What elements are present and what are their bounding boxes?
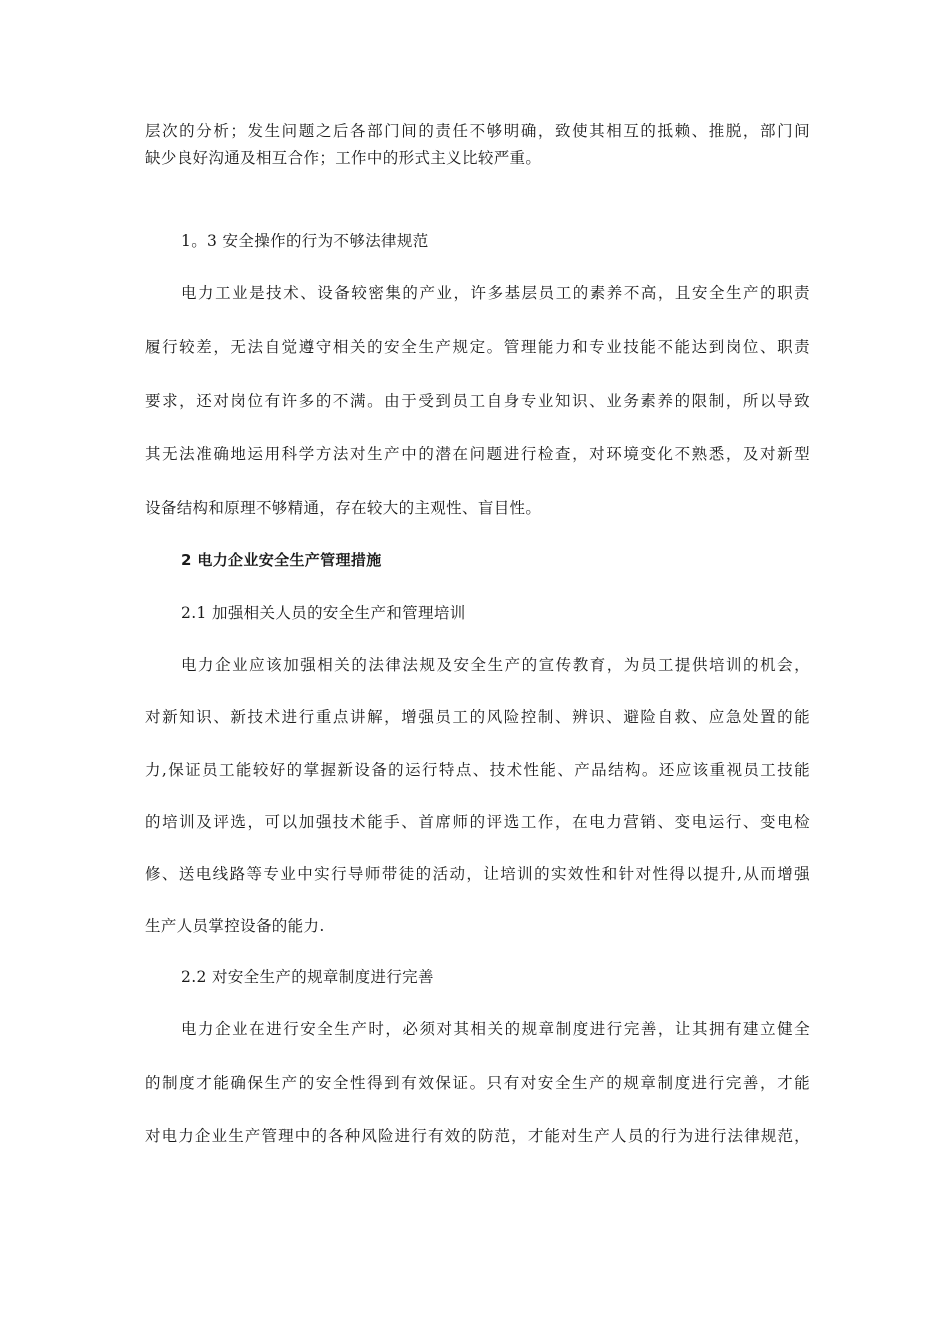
text-line: 对电力企业生产管理中的各种风险进行有效的防范，才能对生产人员的行为进行法律规范，	[145, 1127, 810, 1145]
subsection-heading-1-3	[145, 228, 810, 256]
text-line: 设备结构和原理不够精通，存在较大的主观性、盲目性。	[145, 499, 542, 517]
paragraph-continuation	[145, 118, 810, 146]
text-line: 修、送电线路等专业中实行导师带徒的活动，让培训的实效性和针对性得以提升,从而增强	[145, 865, 810, 883]
paragraph-2-1-line2	[145, 704, 810, 732]
text-line: 力,保证员工能较好的掌握新设备的运行特点、技术性能、产品结构。还应该重视员工技能	[145, 761, 810, 779]
text-line: 电力企业应该加强相关的法律法规及安全生产的宣传教育，为员工提供培训的机会，	[181, 656, 810, 674]
text-line: 的制度才能确保生产的安全性得到有效保证。只有对安全生产的规章制度进行完善，才能	[145, 1074, 810, 1092]
paragraph-continuation-line2	[145, 145, 810, 173]
text-line: 要求，还对岗位有许多的不满。由于受到员工自身专业知识、业务素养的限制，所以导致	[145, 392, 810, 410]
heading-text: 1。3 安全操作的行为不够法律规范	[181, 232, 429, 250]
heading-text: 2.1 加强相关人员的安全生产和管理培训	[181, 604, 466, 622]
heading-text: 2.2 对安全生产的规章制度进行完善	[181, 968, 434, 986]
text-line: 对新知识、新技术进行重点讲解，增强员工的风险控制、辨识、避险自救、应急处置的能	[145, 708, 810, 726]
text-line: 生产人员掌控设备的能力.	[145, 917, 325, 935]
text-line: 履行较差，无法自觉遵守相关的安全生产规定。管理能力和专业技能不能达到岗位、职责	[145, 338, 810, 356]
paragraph-2-1-line5	[145, 861, 810, 889]
heading-text: 2 电力企业安全生产管理措施	[181, 551, 382, 569]
paragraph-2-1	[145, 652, 810, 680]
text-line: 电力工业是技术、设备较密集的产业，许多基层员工的素养不高，且安全生产的职责	[181, 284, 810, 302]
paragraph-2-1-line6	[145, 913, 810, 941]
text-line: 层次的分析；发生问题之后各部门间的责任不够明确，致使其相互的抵赖、推脱，部门间	[145, 122, 810, 140]
subsection-heading-2-2	[145, 964, 810, 992]
paragraph-1-3-line2	[145, 334, 810, 362]
paragraph-2-1-line3	[145, 757, 810, 785]
text-line: 电力企业在进行安全生产时，必须对其相关的规章制度进行完善，让其拥有建立健全	[181, 1020, 810, 1038]
paragraph-2-1-line4	[145, 809, 810, 837]
section-heading-2	[145, 547, 810, 575]
paragraph-1-3-line5	[145, 495, 810, 523]
paragraph-1-3	[145, 280, 810, 308]
paragraph-2-2-line2	[145, 1070, 810, 1098]
paragraph-2-2-line3	[145, 1123, 810, 1151]
text-line: 其无法准确地运用科学方法对生产中的潜在问题进行检查，对环境变化不熟悉，及对新型	[145, 445, 810, 463]
text-line: 的培训及评选，可以加强技术能手、首席师的评选工作，在电力营销、变电运行、变电检	[145, 813, 810, 831]
paragraph-1-3-line4	[145, 441, 810, 469]
subsection-heading-2-1	[145, 600, 810, 628]
paragraph-1-3-line3	[145, 388, 810, 416]
paragraph-2-2	[145, 1016, 810, 1044]
text-line: 缺少良好沟通及相互合作；工作中的形式主义比较严重。	[145, 149, 542, 167]
